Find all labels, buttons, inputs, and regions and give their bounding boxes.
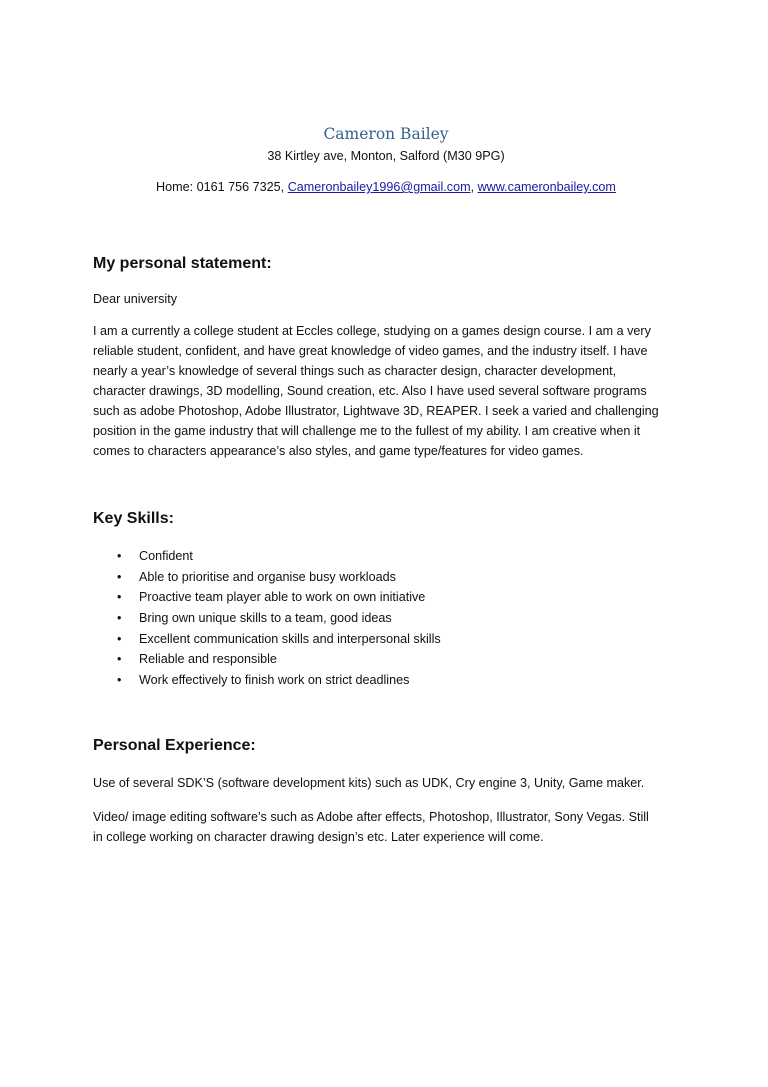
website-link[interactable]: www.cameronbailey.com <box>477 180 616 194</box>
statement-line: comes to characters appearance’s also styles, and game type/features for video games. <box>93 444 584 458</box>
statement-line: position in the game industry that will challenge me to the fullest of my ability. I am creative when it <box>93 424 641 438</box>
statement-line: nearly a year’s knowledge of several things such as character design, character development, <box>93 364 617 378</box>
skills-list <box>0 546 768 691</box>
skill-text: Able to prioritise and organise busy workloads <box>139 569 396 584</box>
bullet-icon: • <box>117 611 122 626</box>
experience-line: Video/ image editing software’s such as Adobe after effects, Photoshop, Illustrator, Sony Vegas. Still <box>93 810 649 824</box>
experience-line: in college working on character drawing design’s etc. Later experience will come. <box>93 830 544 844</box>
statement-line: reliable student, confident, and have great knowledge of video games, and the industry itself. I have <box>93 344 648 358</box>
bullet-icon: • <box>117 652 122 667</box>
experience-paragraph: Use of several SDK’S (software development kits) such as UDK, Cry engine 3, Unity, Game maker. <box>93 776 645 790</box>
statement-heading: My personal statement: <box>93 255 272 272</box>
list-item <box>0 608 768 629</box>
list-item <box>0 587 768 608</box>
bullet-icon: • <box>117 590 122 605</box>
bullet-icon: • <box>117 549 122 563</box>
statement-line: such as adobe Photoshop, Adobe Illustrator, Lightwave 3D, REAPER. I seek a varied and challenging <box>93 404 659 418</box>
bullet-icon: • <box>117 673 122 688</box>
contact-line <box>0 180 768 194</box>
separator: , <box>470 180 478 194</box>
skill-text: Proactive team player able to work on own initiative <box>139 590 426 605</box>
greeting: Dear university <box>93 292 177 306</box>
skill-text: Bring own unique skills to a team, good ideas <box>139 611 392 626</box>
bullet-icon: • <box>117 631 122 646</box>
list-item <box>0 649 768 670</box>
experience-heading: Personal Experience: <box>93 737 256 754</box>
list-item <box>0 670 768 691</box>
skill-text: Excellent communication skills and interpersonal skills <box>139 631 441 646</box>
statement-line: character drawings, 3D modelling, Sound creation, etc. Also I have used several software programs <box>93 384 647 398</box>
skill-text: Work effectively to finish work on strict deadlines <box>139 673 410 688</box>
list-item <box>0 546 768 567</box>
email-link[interactable]: Cameronbailey1996@gmail.com <box>287 180 471 194</box>
skill-text: Confident <box>139 549 193 563</box>
skills-heading: Key Skills: <box>93 510 174 527</box>
home-phone: Home: 0161 756 7325, <box>156 180 288 194</box>
address: 38 Kirtley ave, Monton, Salford (M30 9PG) <box>267 149 505 163</box>
statement-line: I am a currently a college student at Eccles college, studying on a games design course. I am a very <box>93 324 651 338</box>
list-item <box>0 629 768 650</box>
candidate-name: Cameron Bailey <box>323 125 449 143</box>
bullet-icon: • <box>117 569 122 584</box>
skill-text: Reliable and responsible <box>139 652 277 667</box>
list-item <box>0 567 768 588</box>
